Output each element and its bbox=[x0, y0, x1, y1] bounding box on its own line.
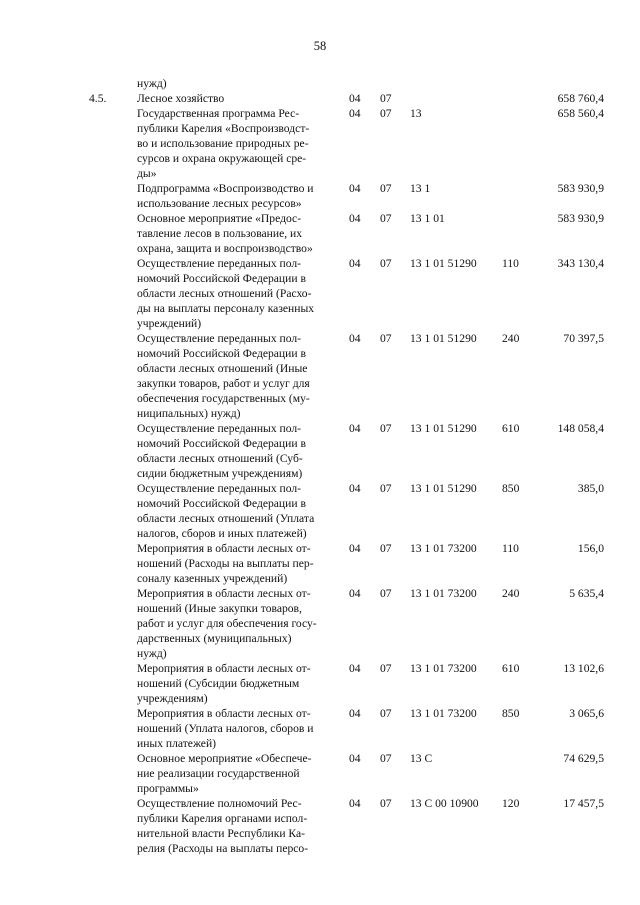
row-name: Государственная программа Рес- публики Карелия «Воспроизводст- во и использование природных ре- сурсов и охрана окружающей сре- ды» bbox=[137, 107, 310, 180]
row-name: Основное мероприятие «Предос- тавление лесов в пользование, их охрана, защита и воспроизводство» bbox=[137, 212, 313, 255]
row-name: Мероприятия в области лесных от- ношений (Иные закупки товаров, работ и услуг для обеспечения госу- дарственных (муниципальных) нужд) bbox=[137, 587, 317, 660]
target-article-code: 13 1 01 73200 bbox=[410, 662, 477, 675]
page-number: 58 bbox=[313, 39, 327, 53]
row-amount: 583 930,9 bbox=[557, 182, 604, 195]
target-article-code: 13 bbox=[410, 107, 422, 120]
section-code: 04 bbox=[349, 92, 361, 105]
target-article-code: 13 1 01 73200 bbox=[410, 587, 477, 600]
table-row bbox=[0, 751, 640, 796]
row-name: Осуществление полномочий Рес- публики Карелия органами испол- нительной власти Республики Ка- релия (Расходы на выплаты персо- bbox=[137, 797, 309, 855]
target-article-code: 13 1 01 51290 bbox=[410, 422, 477, 435]
subsection-code: 07 bbox=[380, 587, 392, 600]
row-amount: 13 102,6 bbox=[563, 662, 604, 675]
section-code: 04 bbox=[349, 212, 361, 225]
section-code: 04 bbox=[349, 257, 361, 270]
section-code: 04 bbox=[349, 107, 361, 120]
table-row bbox=[0, 706, 640, 751]
table-row bbox=[0, 106, 640, 181]
table-row bbox=[0, 256, 640, 331]
target-article-code: 13 С bbox=[410, 752, 433, 765]
row-number: 4.5. bbox=[89, 92, 107, 105]
row-amount: 385,0 bbox=[577, 482, 604, 495]
subsection-code: 07 bbox=[380, 707, 392, 720]
subsection-code: 07 bbox=[380, 107, 392, 120]
table-row bbox=[0, 181, 640, 211]
row-amount: 658 560,4 bbox=[557, 107, 604, 120]
expense-type-code: 110 bbox=[502, 542, 519, 555]
section-code: 04 bbox=[349, 182, 361, 195]
subsection-code: 07 bbox=[380, 482, 392, 495]
target-article-code: 13 1 01 51290 bbox=[410, 257, 477, 270]
target-article-code: 13 1 01 51290 bbox=[410, 482, 477, 495]
subsection-code: 07 bbox=[380, 257, 392, 270]
row-amount: 156,0 bbox=[577, 542, 604, 555]
row-name: Осуществление переданных пол- номочий Российской Федерации в области лесных отношений (Иные закупки товаров, работ и услуг для обеспечения государственных (му- ниципальных) нужд) bbox=[137, 332, 310, 420]
row-amount: 658 760,4 bbox=[557, 92, 604, 105]
subsection-code: 07 bbox=[380, 332, 392, 345]
section-code: 04 bbox=[349, 587, 361, 600]
row-amount: 5 635,4 bbox=[569, 587, 604, 600]
section-code: 04 bbox=[349, 797, 361, 810]
row-amount: 17 457,5 bbox=[563, 797, 604, 810]
table-row bbox=[0, 76, 640, 91]
row-amount: 343 130,4 bbox=[557, 257, 604, 270]
row-amount: 70 397,5 bbox=[563, 332, 604, 345]
table-row bbox=[0, 541, 640, 586]
row-amount: 148 058,4 bbox=[557, 422, 604, 435]
section-code: 04 bbox=[349, 482, 361, 495]
table-row bbox=[0, 661, 640, 706]
row-name: Мероприятия в области лесных от- ношений (Расходы на выплаты пер- соналу казенных учреждений) bbox=[137, 542, 314, 585]
subsection-code: 07 bbox=[380, 182, 392, 195]
row-name: Мероприятия в области лесных от- ношений (Уплата налогов, сборов и иных платежей) bbox=[137, 707, 314, 750]
expense-type-code: 110 bbox=[502, 257, 519, 270]
target-article-code: 13 1 01 73200 bbox=[410, 707, 477, 720]
subsection-code: 07 bbox=[380, 797, 392, 810]
table-row bbox=[0, 211, 640, 256]
budget-table bbox=[0, 76, 640, 856]
row-amount: 583 930,9 bbox=[557, 212, 604, 225]
table-row bbox=[0, 481, 640, 541]
subsection-code: 07 bbox=[380, 752, 392, 765]
row-name: Осуществление переданных пол- номочий Российской Федерации в области лесных отношений (Суб- сидии бюджетным учреждениям) bbox=[137, 422, 306, 480]
row-name: Осуществление переданных пол- номочий Российской Федерации в области лесных отношений (Уплата налогов, сборов и иных платежей) bbox=[137, 482, 315, 540]
subsection-code: 07 bbox=[380, 542, 392, 555]
section-code: 04 bbox=[349, 707, 361, 720]
section-code: 04 bbox=[349, 542, 361, 555]
table-row bbox=[0, 796, 640, 856]
section-code: 04 bbox=[349, 662, 361, 675]
expense-type-code: 850 bbox=[502, 707, 520, 720]
row-name: Лесное хозяйство bbox=[137, 92, 225, 105]
row-name: Осуществление переданных пол- номочий Российской Федерации в области лесных отношений (Расхо- ды на выплаты персоналу казенных учреждений) bbox=[137, 257, 315, 330]
section-code: 04 bbox=[349, 332, 361, 345]
subsection-code: 07 bbox=[380, 212, 392, 225]
expense-type-code: 610 bbox=[502, 662, 520, 675]
expense-type-code: 240 bbox=[502, 332, 520, 345]
row-name: нужд) bbox=[137, 77, 167, 90]
subsection-code: 07 bbox=[380, 422, 392, 435]
table-row bbox=[0, 586, 640, 661]
subsection-code: 07 bbox=[380, 92, 392, 105]
target-article-code: 13 1 01 bbox=[410, 212, 445, 225]
expense-type-code: 850 bbox=[502, 482, 520, 495]
expense-type-code: 610 bbox=[502, 422, 520, 435]
expense-type-code: 120 bbox=[502, 797, 520, 810]
row-name: Основное мероприятие «Обеспече- ние реализации государственной программы» bbox=[137, 752, 312, 795]
row-amount: 74 629,5 bbox=[563, 752, 604, 765]
table-row bbox=[0, 421, 640, 481]
section-code: 04 bbox=[349, 422, 361, 435]
target-article-code: 13 1 01 51290 bbox=[410, 332, 477, 345]
section-code: 04 bbox=[349, 752, 361, 765]
expense-type-code: 240 bbox=[502, 587, 520, 600]
row-name: Мероприятия в области лесных от- ношений (Субсидии бюджетным учреждениям) bbox=[137, 662, 311, 705]
table-row bbox=[0, 331, 640, 421]
target-article-code: 13 С 00 10900 bbox=[410, 797, 479, 810]
target-article-code: 13 1 bbox=[410, 182, 431, 195]
row-amount: 3 065,6 bbox=[569, 707, 604, 720]
row-name: Подпрограмма «Воспроизводство и использование лесных ресурсов» bbox=[137, 182, 314, 210]
target-article-code: 13 1 01 73200 bbox=[410, 542, 477, 555]
table-row bbox=[0, 91, 640, 106]
subsection-code: 07 bbox=[380, 662, 392, 675]
